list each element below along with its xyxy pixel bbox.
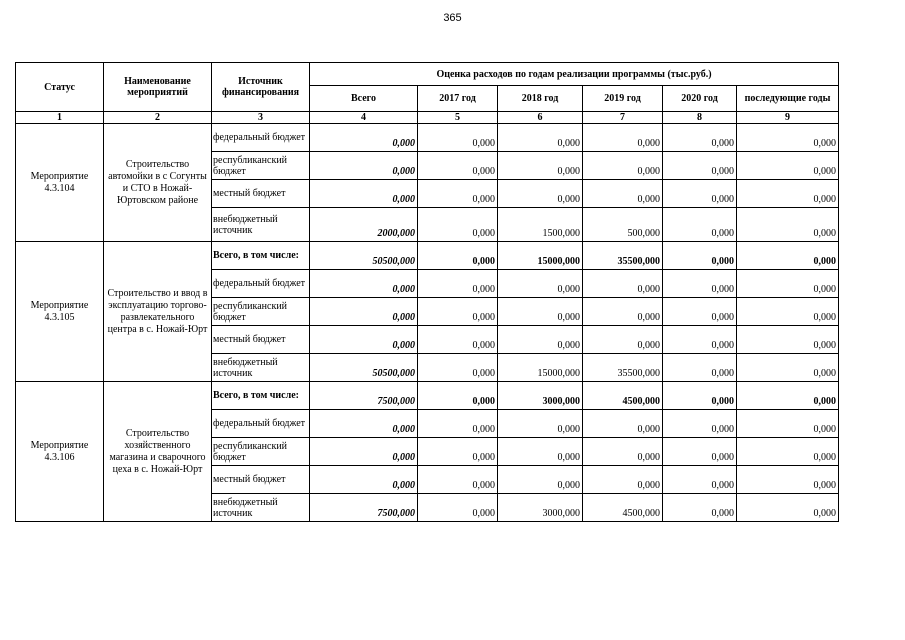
value-cell: 0,000 [663,466,737,494]
source-cell: местный бюджет [212,466,310,494]
value-cell: 0,000 [418,326,498,354]
value-cell: 0,000 [498,326,583,354]
value-cell: 0,000 [663,298,737,326]
value-cell: 0,000 [498,270,583,298]
value-cell: 0,000 [418,494,498,522]
value-cell: 0,000 [583,270,663,298]
value-cell: 0,000 [737,180,839,208]
value-cell: 0,000 [663,354,737,382]
header-2018: 2018 год [498,86,583,112]
value-cell: 0,000 [737,410,839,438]
value-cell: 0,000 [737,208,839,242]
header-2019: 2019 год [583,86,663,112]
column-number: 5 [418,112,498,124]
value-cell: 0,000 [418,466,498,494]
total-cell: 0,000 [310,124,418,152]
value-cell: 0,000 [663,208,737,242]
total-cell: 0,000 [310,410,418,438]
value-cell: 0,000 [737,382,839,410]
value-cell: 0,000 [418,180,498,208]
source-cell: местный бюджет [212,326,310,354]
value-cell: 15000,000 [498,354,583,382]
budget-table [15,62,839,522]
value-cell: 0,000 [663,326,737,354]
source-cell: федеральный бюджет [212,270,310,298]
value-cell: 0,000 [737,152,839,180]
value-cell: 0,000 [583,438,663,466]
value-cell: 35500,000 [583,354,663,382]
value-cell: 0,000 [498,410,583,438]
value-cell: 0,000 [498,466,583,494]
value-cell: 0,000 [583,466,663,494]
total-cell: 0,000 [310,270,418,298]
value-cell: 0,000 [498,152,583,180]
value-cell: 0,000 [418,270,498,298]
source-cell: республиканский бюджет [212,152,310,180]
source-cell: внебюджетный источник [212,208,310,242]
value-cell: 0,000 [737,270,839,298]
value-cell: 0,000 [498,124,583,152]
value-cell: 3000,000 [498,494,583,522]
value-cell: 0,000 [663,382,737,410]
value-cell: 0,000 [498,180,583,208]
value-cell: 0,000 [663,438,737,466]
value-cell: 0,000 [737,326,839,354]
total-cell: 0,000 [310,438,418,466]
source-cell: внебюджетный источник [212,494,310,522]
header-later: последующие годы [737,86,839,112]
value-cell: 0,000 [418,410,498,438]
value-cell: 0,000 [663,124,737,152]
status-cell: Мероприятие 4.3.105 [16,242,104,382]
value-cell: 0,000 [418,242,498,270]
value-cell: 0,000 [498,438,583,466]
value-cell: 0,000 [737,494,839,522]
total-cell: 0,000 [310,298,418,326]
value-cell: 0,000 [498,298,583,326]
total-cell: 0,000 [310,152,418,180]
value-cell: 0,000 [663,270,737,298]
value-cell: 0,000 [418,438,498,466]
status-cell: Мероприятие 4.3.106 [16,382,104,522]
total-cell: 50500,000 [310,354,418,382]
header-source: Источник финансирования [212,63,310,112]
value-cell: 1500,000 [498,208,583,242]
source-cell: республиканский бюджет [212,438,310,466]
value-cell: 0,000 [583,152,663,180]
value-cell: 15000,000 [498,242,583,270]
page-number: 365 [443,12,462,24]
total-cell: 0,000 [310,180,418,208]
value-cell: 0,000 [737,354,839,382]
value-cell: 0,000 [583,410,663,438]
source-cell: Всего, в том числе: [212,382,310,410]
header-status: Статус [16,63,104,112]
value-cell: 35500,000 [583,242,663,270]
header-estimate: Оценка расходов по годам реализации программы (тыс.руб.) [310,63,839,86]
value-cell: 0,000 [418,382,498,410]
value-cell: 4500,000 [583,494,663,522]
total-cell: 2000,000 [310,208,418,242]
header-name: Наименование мероприятий [104,63,212,112]
header-total: Всего [310,86,418,112]
value-cell: 0,000 [418,354,498,382]
value-cell: 0,000 [418,152,498,180]
column-number: 4 [310,112,418,124]
column-number: 7 [583,112,663,124]
event-name-cell: Строительство и ввод в эксплуатацию торгово-развлекательного центра в с. Ножай-Юрт [104,242,212,382]
column-number: 3 [212,112,310,124]
value-cell: 0,000 [663,242,737,270]
total-cell: 0,000 [310,326,418,354]
header-2017: 2017 год [418,86,498,112]
value-cell: 0,000 [663,494,737,522]
value-cell: 0,000 [583,326,663,354]
total-cell: 50500,000 [310,242,418,270]
column-number: 6 [498,112,583,124]
value-cell: 0,000 [737,124,839,152]
event-name-cell: Строительство хозяйственного магазина и сварочного цеха в с. Ножай-Юрт [104,382,212,522]
value-cell: 0,000 [663,152,737,180]
value-cell: 0,000 [583,298,663,326]
value-cell: 0,000 [663,410,737,438]
source-cell: федеральный бюджет [212,410,310,438]
value-cell: 0,000 [737,298,839,326]
source-cell: местный бюджет [212,180,310,208]
event-name-cell: Строительство автомойки в с Согунты и СТО в Ножай-Юртовском районе [104,124,212,242]
value-cell: 0,000 [737,242,839,270]
table-row [16,124,839,152]
value-cell: 0,000 [418,208,498,242]
source-cell: внебюджетный источник [212,354,310,382]
value-cell: 0,000 [663,180,737,208]
table-row [16,382,839,410]
value-cell: 4500,000 [583,382,663,410]
total-cell: 7500,000 [310,382,418,410]
column-number: 2 [104,112,212,124]
source-cell: федеральный бюджет [212,124,310,152]
value-cell: 0,000 [583,124,663,152]
value-cell: 500,000 [583,208,663,242]
value-cell: 0,000 [737,438,839,466]
value-cell: 3000,000 [498,382,583,410]
value-cell: 0,000 [418,298,498,326]
header-2020: 2020 год [663,86,737,112]
source-cell: республиканский бюджет [212,298,310,326]
value-cell: 0,000 [583,180,663,208]
column-number: 9 [737,112,839,124]
total-cell: 0,000 [310,466,418,494]
value-cell: 0,000 [737,466,839,494]
table-row [16,242,839,270]
column-number: 8 [663,112,737,124]
status-cell: Мероприятие 4.3.104 [16,124,104,242]
total-cell: 7500,000 [310,494,418,522]
column-number: 1 [16,112,104,124]
source-cell: Всего, в том числе: [212,242,310,270]
value-cell: 0,000 [418,124,498,152]
